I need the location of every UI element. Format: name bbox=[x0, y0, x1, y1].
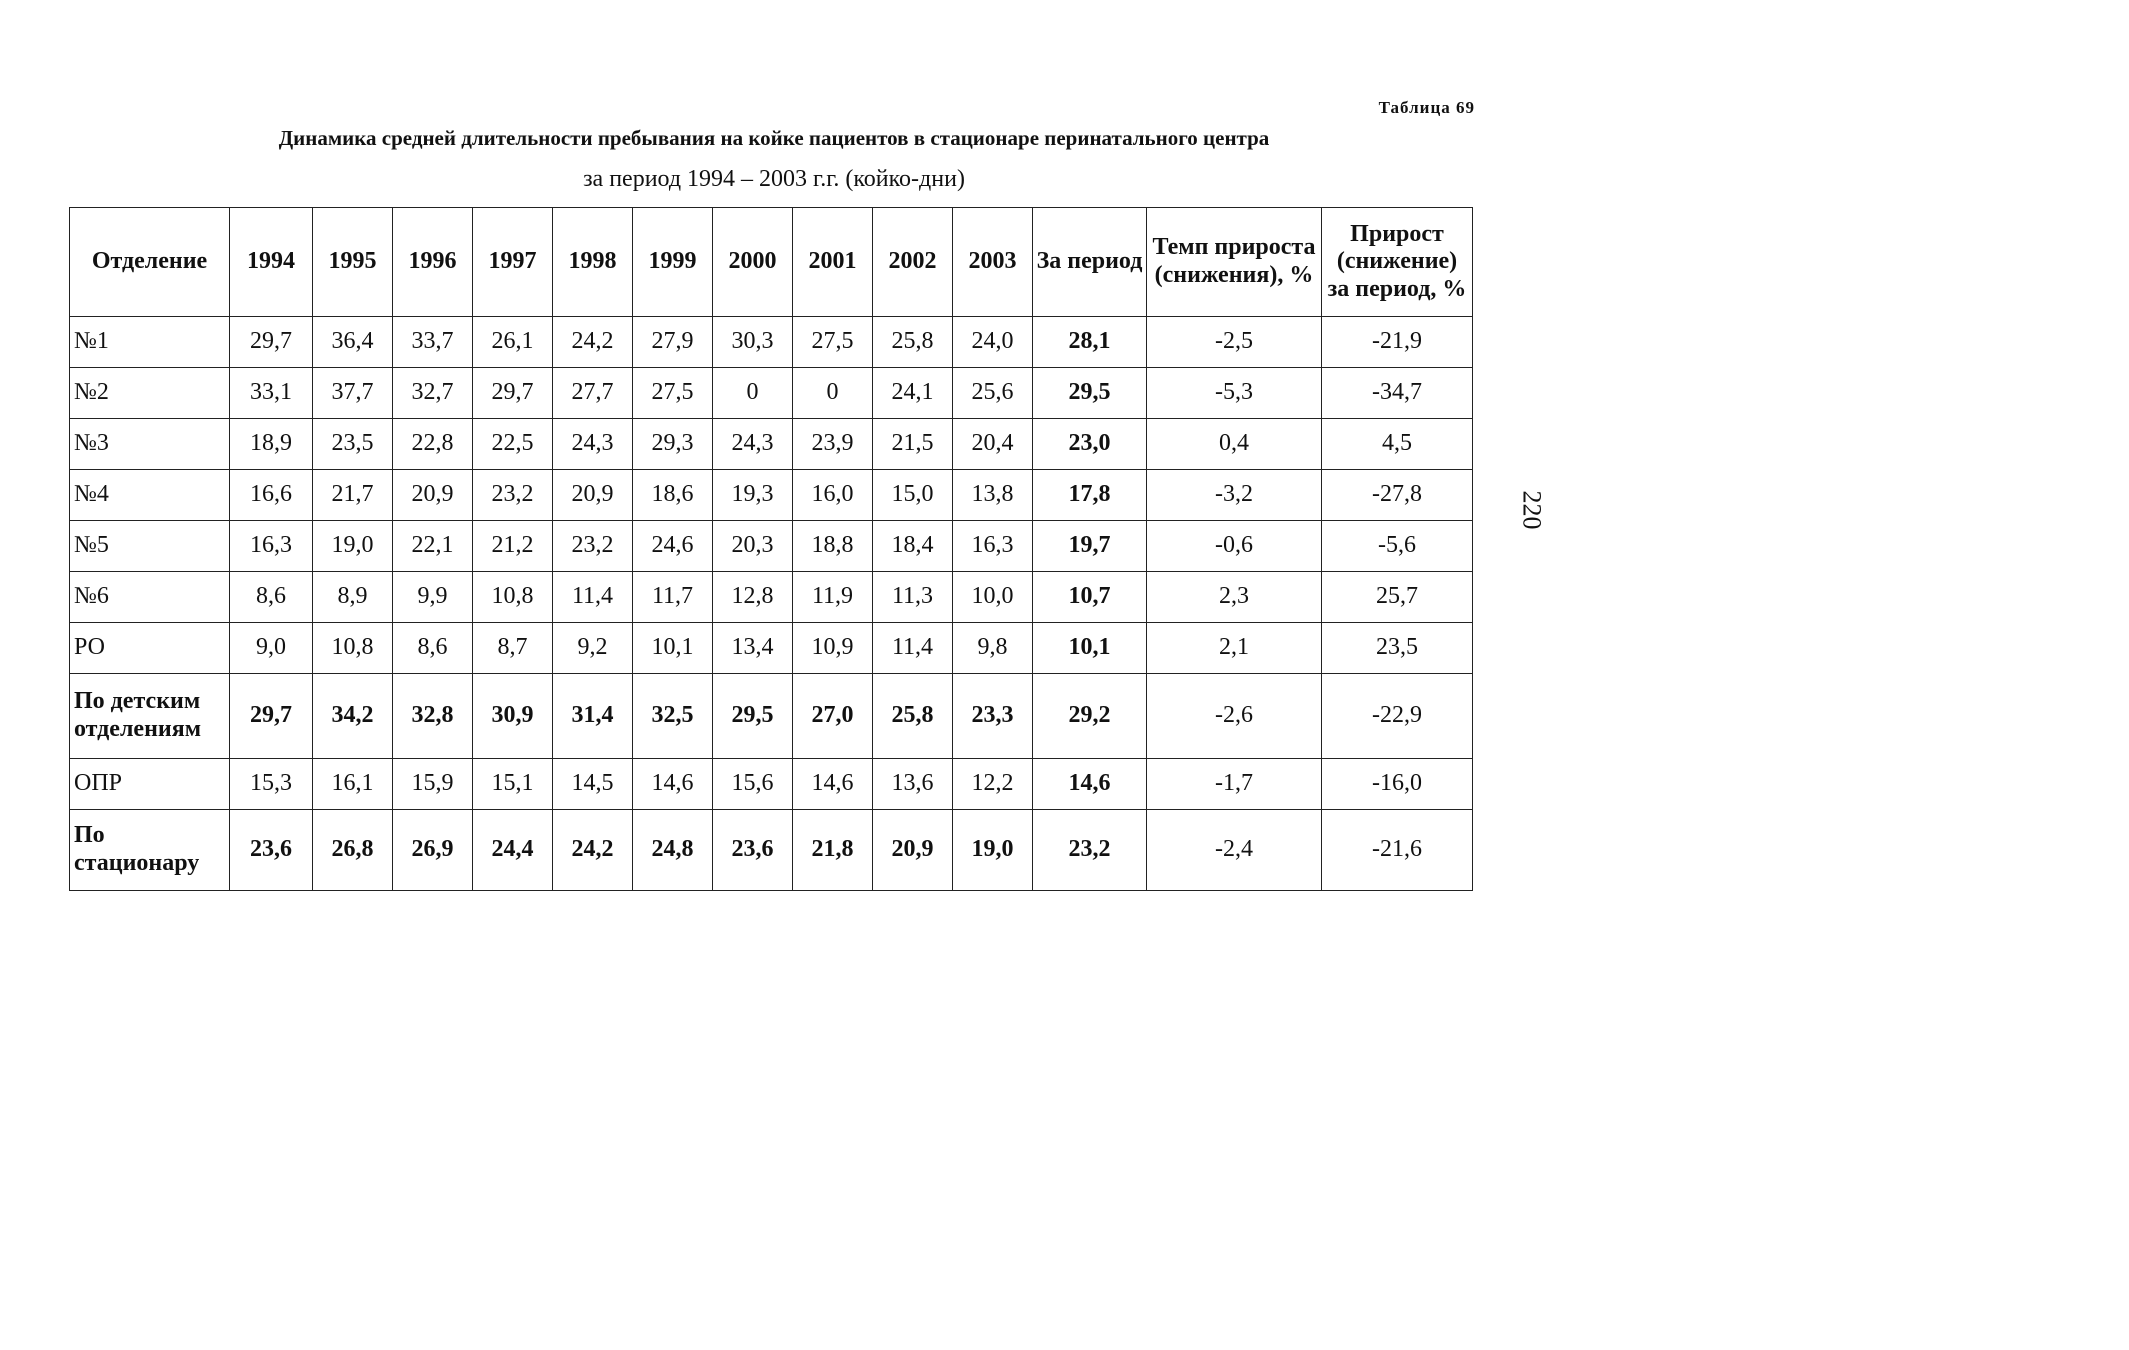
table-cell: -22,9 bbox=[1322, 674, 1473, 759]
page-number: 220 bbox=[1517, 490, 1547, 530]
table-cell: 27,5 bbox=[633, 368, 713, 419]
header-cell: 1998 bbox=[553, 208, 633, 317]
table-cell: 10,0 bbox=[953, 572, 1033, 623]
table-cell: 8,6 bbox=[393, 623, 473, 674]
table-cell: -1,7 bbox=[1147, 759, 1322, 810]
table-row bbox=[70, 572, 1473, 623]
table-cell: 28,1 bbox=[1033, 317, 1147, 368]
table-cell: 10,8 bbox=[313, 623, 393, 674]
table-cell: 23,2 bbox=[473, 470, 553, 521]
table-cell: №3 bbox=[70, 419, 230, 470]
table-cell: 29,3 bbox=[633, 419, 713, 470]
table-cell: 33,1 bbox=[230, 368, 313, 419]
table-cell: 20,3 bbox=[713, 521, 793, 572]
table-cell: 9,8 bbox=[953, 623, 1033, 674]
table-cell: 17,8 bbox=[1033, 470, 1147, 521]
table-cell: 23,2 bbox=[553, 521, 633, 572]
table-cell: 18,4 bbox=[873, 521, 953, 572]
table-cell: 20,9 bbox=[873, 810, 953, 891]
table-cell: 25,8 bbox=[873, 317, 953, 368]
data-table bbox=[69, 207, 1473, 891]
table-cell: 30,9 bbox=[473, 674, 553, 759]
table-cell: 25,7 bbox=[1322, 572, 1473, 623]
table-cell: 29,7 bbox=[230, 317, 313, 368]
table-cell: -2,6 bbox=[1147, 674, 1322, 759]
table-cell: 9,9 bbox=[393, 572, 473, 623]
table-cell: 19,3 bbox=[713, 470, 793, 521]
table-cell: 20,4 bbox=[953, 419, 1033, 470]
table-cell: 14,5 bbox=[553, 759, 633, 810]
table-cell: 21,5 bbox=[873, 419, 953, 470]
table-cell: По детским отделениям bbox=[70, 674, 230, 759]
table-subtitle: за период 1994 – 2003 г.г. (койко-дни) bbox=[583, 166, 965, 192]
table-row bbox=[70, 674, 1473, 759]
table-cell: 10,1 bbox=[1033, 623, 1147, 674]
table-cell: 29,5 bbox=[1033, 368, 1147, 419]
header-cell: 2001 bbox=[793, 208, 873, 317]
table-cell: 15,3 bbox=[230, 759, 313, 810]
table-cell: 15,0 bbox=[873, 470, 953, 521]
table-cell: 10,7 bbox=[1033, 572, 1147, 623]
table-cell: 34,2 bbox=[313, 674, 393, 759]
table-cell: 19,0 bbox=[953, 810, 1033, 891]
table-cell: 27,0 bbox=[793, 674, 873, 759]
table-cell: 4,5 bbox=[1322, 419, 1473, 470]
table-cell: 29,7 bbox=[473, 368, 553, 419]
table-cell: -34,7 bbox=[1322, 368, 1473, 419]
table-cell: 29,5 bbox=[713, 674, 793, 759]
table-cell: 2,3 bbox=[1147, 572, 1322, 623]
table-cell: 21,8 bbox=[793, 810, 873, 891]
table-cell: 13,6 bbox=[873, 759, 953, 810]
table-cell: 25,6 bbox=[953, 368, 1033, 419]
table-cell: 13,4 bbox=[713, 623, 793, 674]
table-row bbox=[70, 419, 1473, 470]
table-cell: 24,3 bbox=[553, 419, 633, 470]
table-cell: 32,5 bbox=[633, 674, 713, 759]
table-cell: 12,2 bbox=[953, 759, 1033, 810]
table-cell: 24,3 bbox=[713, 419, 793, 470]
table-cell: -21,9 bbox=[1322, 317, 1473, 368]
header-cell: 2003 bbox=[953, 208, 1033, 317]
table-cell: 22,8 bbox=[393, 419, 473, 470]
table-cell: 19,0 bbox=[313, 521, 393, 572]
table-cell: 10,1 bbox=[633, 623, 713, 674]
table-cell: 24,2 bbox=[553, 317, 633, 368]
table-cell: 26,1 bbox=[473, 317, 553, 368]
table-cell: 21,7 bbox=[313, 470, 393, 521]
table-label: Таблица 69 bbox=[1378, 98, 1475, 117]
table-cell: 24,0 bbox=[953, 317, 1033, 368]
header-cell: 1999 bbox=[633, 208, 713, 317]
table-cell: 14,6 bbox=[633, 759, 713, 810]
header-cell: Отделение bbox=[70, 208, 230, 317]
table-cell: №2 bbox=[70, 368, 230, 419]
header-cell: 1997 bbox=[473, 208, 553, 317]
table-cell: 15,9 bbox=[393, 759, 473, 810]
table-cell: -21,6 bbox=[1322, 810, 1473, 891]
table-cell: 8,7 bbox=[473, 623, 553, 674]
table-cell: 15,6 bbox=[713, 759, 793, 810]
table-cell: 13,8 bbox=[953, 470, 1033, 521]
table-cell: 10,9 bbox=[793, 623, 873, 674]
table-cell: 23,9 bbox=[793, 419, 873, 470]
table-cell: 24,4 bbox=[473, 810, 553, 891]
table-cell: 16,6 bbox=[230, 470, 313, 521]
table-cell: 22,5 bbox=[473, 419, 553, 470]
table-cell: 33,7 bbox=[393, 317, 473, 368]
table-cell: 23,6 bbox=[230, 810, 313, 891]
table-cell: 11,4 bbox=[873, 623, 953, 674]
table-cell: 27,7 bbox=[553, 368, 633, 419]
table-cell: 23,5 bbox=[313, 419, 393, 470]
table-cell: 8,6 bbox=[230, 572, 313, 623]
table-cell: 22,1 bbox=[393, 521, 473, 572]
header-cell: 1995 bbox=[313, 208, 393, 317]
table-cell: 25,8 bbox=[873, 674, 953, 759]
table-cell: -0,6 bbox=[1147, 521, 1322, 572]
table-cell: 27,5 bbox=[793, 317, 873, 368]
table-cell: ОПР bbox=[70, 759, 230, 810]
header-cell: Темп прироста (снижения), % bbox=[1147, 208, 1322, 317]
table-cell: 18,9 bbox=[230, 419, 313, 470]
table-cell: 14,6 bbox=[793, 759, 873, 810]
table-cell: 23,2 bbox=[1033, 810, 1147, 891]
header-cell: За период bbox=[1033, 208, 1147, 317]
table-cell: 11,3 bbox=[873, 572, 953, 623]
table-cell: -2,5 bbox=[1147, 317, 1322, 368]
table-cell: 23,6 bbox=[713, 810, 793, 891]
table-cell: 21,2 bbox=[473, 521, 553, 572]
table-row bbox=[70, 317, 1473, 368]
table-cell: 11,9 bbox=[793, 572, 873, 623]
table-row bbox=[70, 470, 1473, 521]
header-cell: 1994 bbox=[230, 208, 313, 317]
table-row bbox=[70, 623, 1473, 674]
table-cell: №4 bbox=[70, 470, 230, 521]
table-cell: 0 bbox=[713, 368, 793, 419]
table-cell: 26,8 bbox=[313, 810, 393, 891]
table-cell: 16,3 bbox=[230, 521, 313, 572]
table-cell: 8,9 bbox=[313, 572, 393, 623]
table-body bbox=[70, 317, 1473, 891]
table-cell: 9,2 bbox=[553, 623, 633, 674]
table-cell: 12,8 bbox=[713, 572, 793, 623]
table-cell: 0,4 bbox=[1147, 419, 1322, 470]
table-cell: 2,1 bbox=[1147, 623, 1322, 674]
table-cell: 11,7 bbox=[633, 572, 713, 623]
table-cell: 29,7 bbox=[230, 674, 313, 759]
table-cell: 14,6 bbox=[1033, 759, 1147, 810]
table-cell: 24,6 bbox=[633, 521, 713, 572]
header-cell: 2000 bbox=[713, 208, 793, 317]
table-cell: -27,8 bbox=[1322, 470, 1473, 521]
table-row bbox=[70, 810, 1473, 891]
table-cell: 20,9 bbox=[393, 470, 473, 521]
table-cell: 24,1 bbox=[873, 368, 953, 419]
header-cell: Прирост (снижение) за период, % bbox=[1322, 208, 1473, 317]
table-cell: 23,0 bbox=[1033, 419, 1147, 470]
table-cell: 30,3 bbox=[713, 317, 793, 368]
table-cell: -5,6 bbox=[1322, 521, 1473, 572]
table-cell: -5,3 bbox=[1147, 368, 1322, 419]
table-cell: 32,8 bbox=[393, 674, 473, 759]
table-cell: 24,8 bbox=[633, 810, 713, 891]
table-cell: 23,5 bbox=[1322, 623, 1473, 674]
table-cell: 29,2 bbox=[1033, 674, 1147, 759]
table-cell: №1 bbox=[70, 317, 230, 368]
table-cell: 16,3 bbox=[953, 521, 1033, 572]
table-cell: 0 bbox=[793, 368, 873, 419]
table-cell: 32,7 bbox=[393, 368, 473, 419]
header-row bbox=[70, 208, 1473, 317]
table-cell: 11,4 bbox=[553, 572, 633, 623]
table-cell: 27,9 bbox=[633, 317, 713, 368]
table-cell: 23,3 bbox=[953, 674, 1033, 759]
table-cell: 36,4 bbox=[313, 317, 393, 368]
table-row bbox=[70, 521, 1473, 572]
table-cell: 10,8 bbox=[473, 572, 553, 623]
table-cell: -2,4 bbox=[1147, 810, 1322, 891]
table-cell: 18,8 bbox=[793, 521, 873, 572]
table-cell: №6 bbox=[70, 572, 230, 623]
table-cell: По стационару bbox=[70, 810, 230, 891]
table-row bbox=[70, 368, 1473, 419]
table-cell: 18,6 bbox=[633, 470, 713, 521]
table-cell: №5 bbox=[70, 521, 230, 572]
table-cell: РО bbox=[70, 623, 230, 674]
table-cell: 24,2 bbox=[553, 810, 633, 891]
table-cell: 31,4 bbox=[553, 674, 633, 759]
table-row bbox=[70, 759, 1473, 810]
header-cell: 1996 bbox=[393, 208, 473, 317]
table-title: Динамика средней длительности пребывания на койке пациентов в стационаре перинатального центра bbox=[278, 126, 1270, 150]
table-cell: 19,7 bbox=[1033, 521, 1147, 572]
table-cell: 20,9 bbox=[553, 470, 633, 521]
table-cell: 26,9 bbox=[393, 810, 473, 891]
table-cell: 15,1 bbox=[473, 759, 553, 810]
table-cell: -16,0 bbox=[1322, 759, 1473, 810]
table-cell: -3,2 bbox=[1147, 470, 1322, 521]
table-cell: 9,0 bbox=[230, 623, 313, 674]
table-cell: 16,1 bbox=[313, 759, 393, 810]
table-cell: 16,0 bbox=[793, 470, 873, 521]
header-cell: 2002 bbox=[873, 208, 953, 317]
table-cell: 37,7 bbox=[313, 368, 393, 419]
